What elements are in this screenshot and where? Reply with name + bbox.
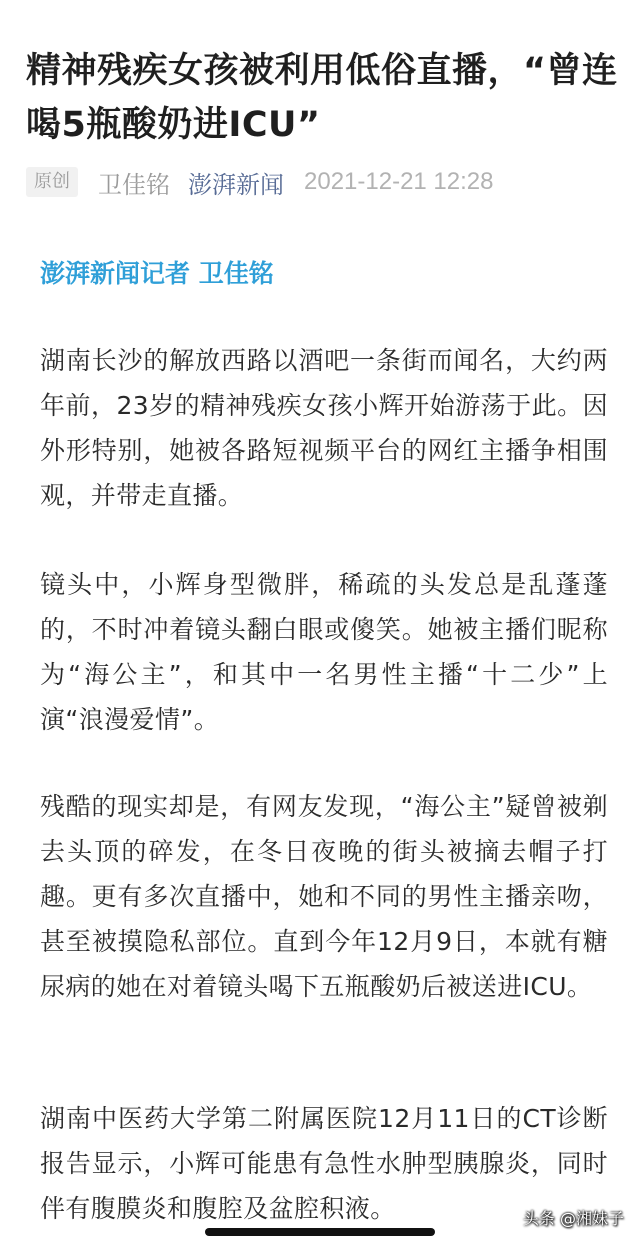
source-account-link[interactable]: 澎湃新闻 (188, 170, 284, 199)
home-indicator-bar[interactable] (205, 1228, 435, 1236)
article-title: 精神残疾女孩被利用低俗直播，“曾连喝5瓶酸奶进ICU” (26, 51, 618, 145)
reporter-byline: 澎湃新闻记者 卫佳铭 (40, 259, 274, 288)
article-paragraph: 镜头中，小辉身型微胖，稀疏的头发总是乱蓬蓬的，不时冲着镜头翻白眼或傻笑。她被主播们昵称为“海公主”，和其中一名男性主播“十二少”上演“浪漫爱情”。 (40, 570, 608, 734)
toutiao-watermark: 头条 @湘妹子 (522, 1209, 624, 1228)
article-paragraph: 残酷的现实却是，有网友发现，“海公主”疑曾被剃去头顶的碎发，在冬日夜晚的街头被摘去帽子打趣。更有多次直播中，她和不同的男性主播亲吻，甚至被摸隐私部位。直到今年12月9日，本就有糖尿病的她在对着镜头喝下五瓶酸奶后被送进ICU。 (40, 792, 608, 1001)
article-meta (26, 162, 494, 202)
article-paragraph: 湖南长沙的解放西路以酒吧一条街而闻名，大约两年前，23岁的精神残疾女孩小辉开始游荡于此。因外形特别，她被各路短视频平台的网红主播争相围观，并带走直播。 (40, 346, 608, 510)
author-name: 卫佳铭 (98, 170, 170, 199)
article-paragraph: 湖南中医药大学第二附属医院12月11日的CT诊断报告显示，小辉可能患有急性水肿型胰腺炎，同时伴有腹膜炎和腹腔及盆腔积液。 (40, 1104, 608, 1223)
original-badge: 原创 (26, 167, 78, 197)
publish-datetime: 2021-12-21 12:28 (304, 168, 494, 195)
